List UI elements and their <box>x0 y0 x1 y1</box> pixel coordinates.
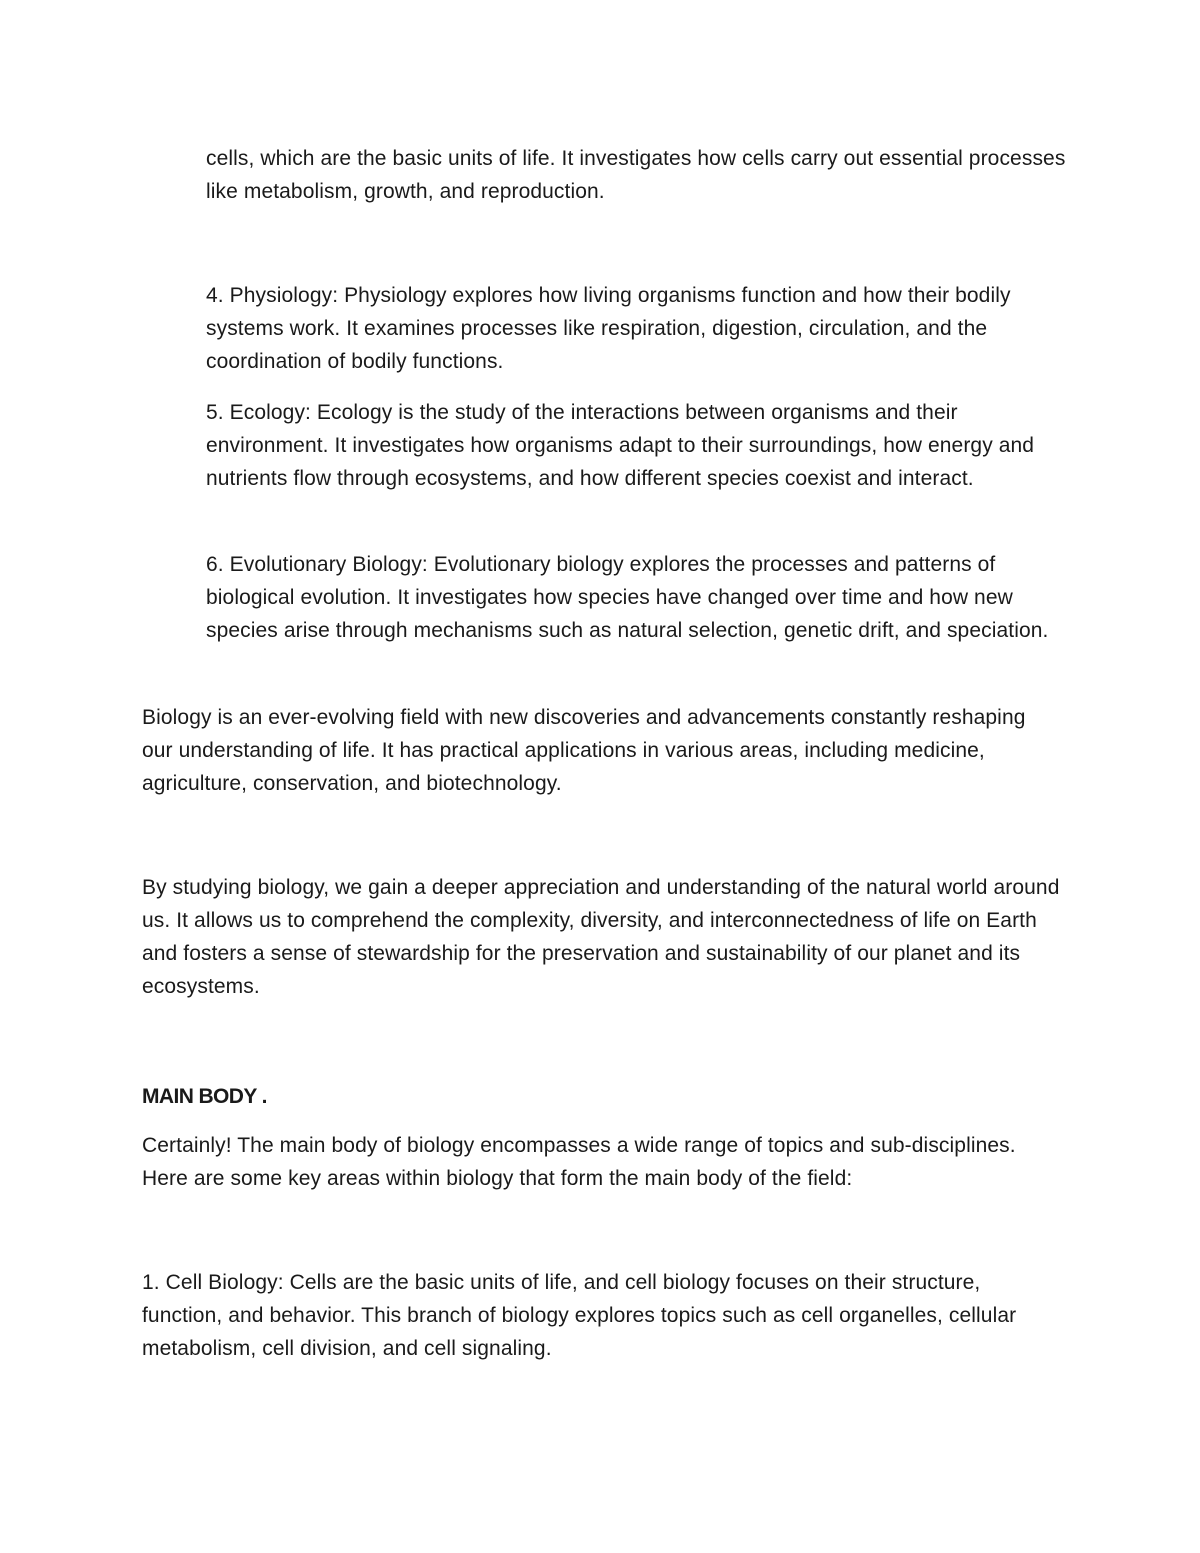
cell-biology-paragraph: 1. Cell Biology: Cells are the basic units of life, and cell biology focuses on their structure, function, and behavior. This branch of biology explores topics such as cell organelles, cellular metabolism, cell division, and cell signaling. <box>142 1271 1017 1360</box>
biology-evolving-paragraph: Biology is an ever-evolving field with new discoveries and advancements constantly reshaping our understanding of life. It has practical applications in various areas, including medicine, agriculture, conservation, and biotechnology. <box>142 706 1026 795</box>
evolutionary-biology-paragraph: 6. Evolutionary Biology: Evolutionary biology explores the processes and patterns of biological evolution. It investigates how species have changed over time and how new species arise through mechanisms such as natural selection, genetic drift, and speciation. <box>206 553 1049 642</box>
cell-units-paragraph: cells, which are the basic units of life. It investigates how cells carry out essential processes like metabolism, growth, and reproduction. <box>206 147 1066 203</box>
main-body-intro-paragraph: Certainly! The main body of biology encompasses a wide range of topics and sub-disciplines. Here are some key areas within biology that form the main body of the field: <box>142 1134 1016 1190</box>
studying-biology-paragraph: By studying biology, we gain a deeper appreciation and understanding of the natural world around us. It allows us to comprehend the complexity, diversity, and interconnectedness of life on Earth and fosters a sense of stewardship for the preservation and sustainability of our planet and its ecosystems. <box>142 876 1060 998</box>
main-body-heading: MAIN BODY . <box>142 1085 267 1108</box>
physiology-paragraph: 4. Physiology: Physiology explores how living organisms function and how their bodily systems work. It examines processes like respiration, digestion, circulation, and the coordination of bodily functions. <box>206 284 1011 373</box>
ecology-paragraph: 5. Ecology: Ecology is the study of the interactions between organisms and their environment. It investigates how organisms adapt to their surroundings, how energy and nutrients flow through ecosystems, and how different species coexist and interact. <box>206 401 1035 490</box>
